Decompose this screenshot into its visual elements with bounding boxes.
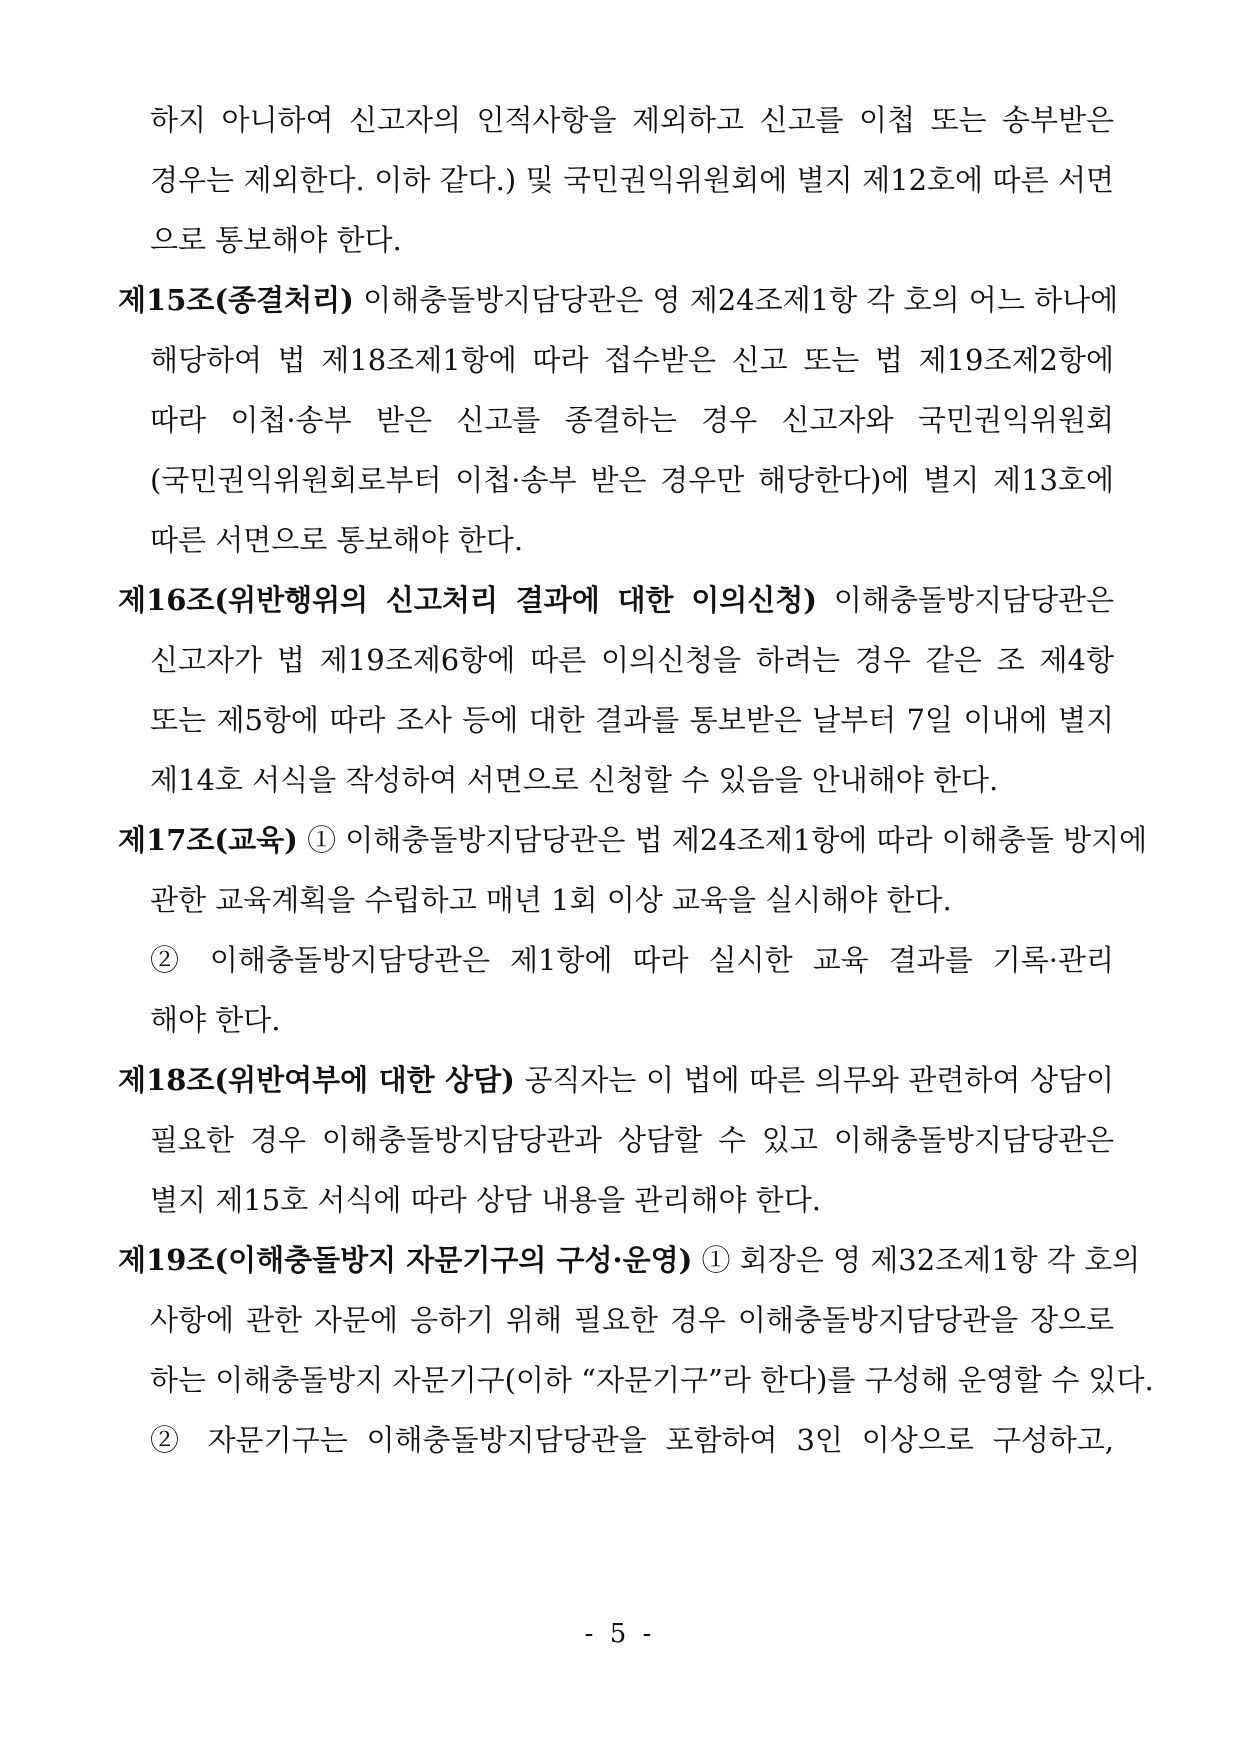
text-line: 신고자가 법 제19조제6항에 따른 이의신청을 하려는 경우 같은 조 제4항	[150, 643, 1114, 677]
text-line: ① 이해충돌방지담당관은 법 제24조제1항에 따라 이해충돌 방지에	[307, 823, 1148, 857]
text-line: 별지 제15호 서식에 따라 상담 내용을 관리해야 한다.	[150, 1183, 821, 1217]
text-line: 이해충돌방지담당관은 영 제24조제1항 각 호의 어느 하나에	[363, 283, 1119, 317]
text-line: 사항에 관한 자문에 응하기 위해 필요한 경우 이해충돌방지담당관을 장으로	[150, 1303, 1114, 1337]
article-19-heading: 제19조(이해충돌방지 자문기구의 구성·운영)	[118, 1243, 693, 1277]
article-15-line	[118, 280, 1119, 320]
article-18-heading: 제18조(위반여부에 대한 상담)	[118, 1063, 515, 1097]
text-line: 으로 통보해야 한다.	[150, 223, 402, 257]
text-line: 따라 이첩·송부 받은 신고를 종결하는 경우 신고자와 국민권익위원회	[150, 403, 1114, 437]
text-line: (국민권익위원회로부터 이첩·송부 받은 경우만 해당한다)에 별지 제13호에	[150, 463, 1114, 497]
article-19-line	[118, 1240, 1141, 1280]
text-line: ② 자문기구는 이해충돌방지담당관을 포함하여 3인 이상으로 구성하고,	[150, 1423, 1114, 1457]
article-18-line	[118, 1060, 1114, 1100]
article-16-heading: 제16조(위반행위의 신고처리 결과에 대한 이의신청)	[118, 583, 818, 617]
text-line: 관한 교육계획을 수립하고 매년 1회 이상 교육을 실시해야 한다.	[150, 883, 952, 917]
text-line: 해당하여 법 제18조제1항에 따라 접수받은 신고 또는 법 제19조제2항에	[150, 343, 1114, 377]
article-16-line	[118, 580, 1114, 620]
text-line: ② 이해충돌방지담당관은 제1항에 따라 실시한 교육 결과를 기록·관리	[150, 943, 1114, 977]
page-number: - 5 -	[584, 1619, 656, 1649]
article-17-line	[118, 820, 1148, 860]
text-line: 또는 제5항에 따라 조사 등에 대한 결과를 통보받은 날부터 7일 이내에 별지	[150, 703, 1114, 737]
text-line: 따른 서면으로 통보해야 한다.	[150, 523, 524, 557]
article-15-heading: 제15조(종결처리)	[118, 283, 354, 317]
text-line: 공직자는 이 법에 따른 의무와 관련하여 상담이	[524, 1063, 1114, 1097]
article-17-heading: 제17조(교육)	[118, 823, 298, 857]
text-line: 제14호 서식을 작성하여 서면으로 신청할 수 있음을 안내해야 한다.	[150, 763, 999, 797]
text-line: 하는 이해충돌방지 자문기구(이하 “자문기구”라 한다)를 구성해 운영할 수 있다.	[150, 1363, 1154, 1397]
text-line: 해야 한다.	[150, 1003, 281, 1037]
text-line: 하지 아니하여 신고자의 인적사항을 제외하고 신고를 이첩 또는 송부받은	[150, 103, 1114, 137]
text-line: 이해충돌방지담당관은	[833, 583, 1115, 617]
text-line: 경우는 제외한다. 이하 같다.) 및 국민권익위원회에 별지 제12호에 따른 서면	[150, 163, 1114, 197]
text-line: ① 회장은 영 제32조제1항 각 호의	[701, 1243, 1141, 1277]
text-line: 필요한 경우 이해충돌방지담당관과 상담할 수 있고 이해충돌방지담당관은	[150, 1123, 1114, 1157]
